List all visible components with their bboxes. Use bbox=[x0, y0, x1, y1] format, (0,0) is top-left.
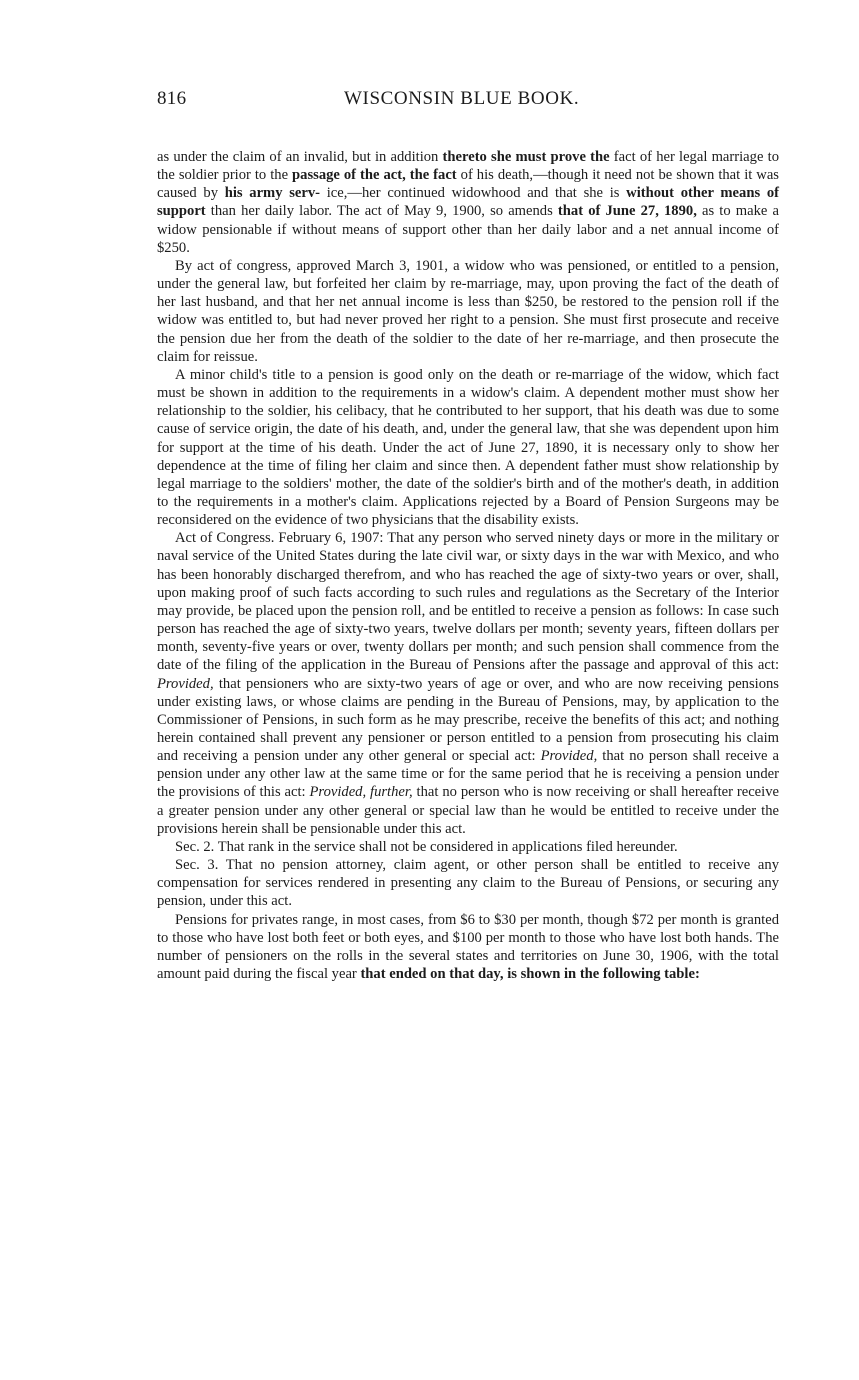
running-head bbox=[157, 88, 779, 114]
paragraph-pension-rates bbox=[157, 911, 779, 984]
paragraph-sec-2 bbox=[157, 838, 779, 856]
paragraph-minor-child-and-dependents bbox=[157, 366, 779, 529]
text-run: Provided, bbox=[157, 675, 214, 692]
text-run: that pensioners who are sixty-two years of age or over, and who are now receiving pensions under existing laws, or whose claims are pending in the Bureau of Pensions, may, by application to the Commissioner of Pensions, in such form as he may prescribe, receive the benefits of this act; and nothing herein contained shall prevent any pensioner or person entitled to a pension from prosecuting his claim and receiving a pension under any other general or special act: bbox=[157, 675, 779, 765]
text-run: that ended on that day, is shown in the following table: bbox=[360, 966, 700, 983]
text-run: that no person shall receive a pension under any other law at the same time or for the same period that he is receiving a pension under the provisions of this act: bbox=[157, 748, 780, 801]
text-run: as under the claim of an invalid, but in addition bbox=[157, 149, 443, 165]
text-run: that no person who is now receiving or shall hereafter receive a greater pension under any other general or special law than he would be entitled to receive under the provisions herein shall be pensionable under this act. bbox=[157, 784, 779, 837]
text-run: than her daily labor. The act of May 9, 1900, so amends bbox=[205, 203, 558, 220]
text-run: A minor child's title to a pension is good only on the death or re-marriage of the widow, which fact must be shown in addition to the requirements in a widow's claim. A dependent mother must show her relationship to the soldier, his celibacy, that he contributed to her support, that his death was due to some cause of service origin, the date of his death, and, under the general law, that she was dependent upon him for support at the time of his death. Under the act of June 27, 1890, it is necessary only to show her dependence at the time of filing her claim and since then. A dependent father must show relationship by legal marriage to the soldiers' mother, the date of the soldier's birth and of the mother's death, in addition to the requirements in a mother's claim. Applications rejected by a Board of Pension Surgeons may be reconsidered on the evidence of two physicians that the disability exists. bbox=[157, 366, 779, 529]
text-run: his army serv- bbox=[224, 185, 321, 202]
paragraph-sec-3 bbox=[157, 856, 779, 910]
text-run: By act of congress, approved March 3, 1901, a widow who was pensioned, or entitled to a pension, under the general law, but forfeited her claim by re-marriage, may, upon proving the fact of the death of her last husband, and that her net annual income is less than $250, be restored to the pension roll if the widow was entitled to, but had never proved her right to a pension. She must first prosecute and receive the pension due her from the death of the soldier to the date of her re-marriage, and then prosecute the claim for reissue. bbox=[157, 257, 779, 365]
paragraph-widow-claim-continued bbox=[157, 148, 779, 257]
text-run: Provided, bbox=[540, 748, 598, 765]
text-run: of his death,—though it need not be shown that it was caused by bbox=[157, 167, 779, 202]
text-run: as to make a widow pensionable if without means of support other than her daily labor and a net annual income of $250. bbox=[157, 203, 780, 256]
text-run: Sec. 2. That rank in the service shall not be considered in applications filed hereunder. bbox=[175, 838, 678, 855]
text-run: Sec. 3. That no pension attorney, claim agent, or other person shall be entitled to receive any compensation for services rendered in presenting any claim to the Bureau of Pensions, or securing any pension, under this act. bbox=[157, 857, 779, 910]
text-run: Pensions for privates range, in most cases, from $6 to $30 per month, though $72 per month is granted to those who have lost both feet or both eyes, and $100 per month to those who have lost both hands. The number of pensioners on the rolls in the several states and territories on June 30, 1906, with the total amount paid during the fiscal year bbox=[157, 911, 779, 983]
text-run: passage of the act, the fact bbox=[292, 167, 457, 184]
paragraph-act-march-1901 bbox=[157, 257, 779, 366]
text-run: fact of her legal marriage to the soldier prior to the bbox=[157, 149, 779, 184]
text-run: thereto she must prove the bbox=[442, 149, 610, 165]
book-title: WISCONSIN BLUE BOOK. bbox=[344, 88, 580, 109]
body-text bbox=[157, 148, 779, 983]
text-run: Act of Congress. February 6, 1907: That any person who served ninety days or more in the military or naval service of the United States during the late civil war, or sixty days in the war with Mexico, and who has been honorably discharged therefrom, and who has reached the age of sixty-two years or over, shall, upon making proof of such facts according to such rules and regulations as the Secretary of the Interior may provide, be placed upon the pension roll, and be entitled to receive a pension as follows: In case such person has reached the age of sixty-two years, twelve dollars per month; seventy years, fifteen dollars per month, seventy-five years or over, twenty dollars per month; and such pension shall commence from the date of the filing of the application in the Bureau of Pensions after the passage and approval of this act: bbox=[157, 530, 779, 674]
text-run: Provided, further, bbox=[309, 784, 413, 801]
page-number: 816 bbox=[157, 88, 187, 109]
text-run: without other means of support bbox=[157, 185, 779, 220]
paragraph-act-february-1907 bbox=[157, 529, 779, 838]
text-run: that of June 27, 1890, bbox=[557, 203, 697, 220]
text-run: ice,—her continued widowhood and that she is bbox=[320, 185, 627, 202]
